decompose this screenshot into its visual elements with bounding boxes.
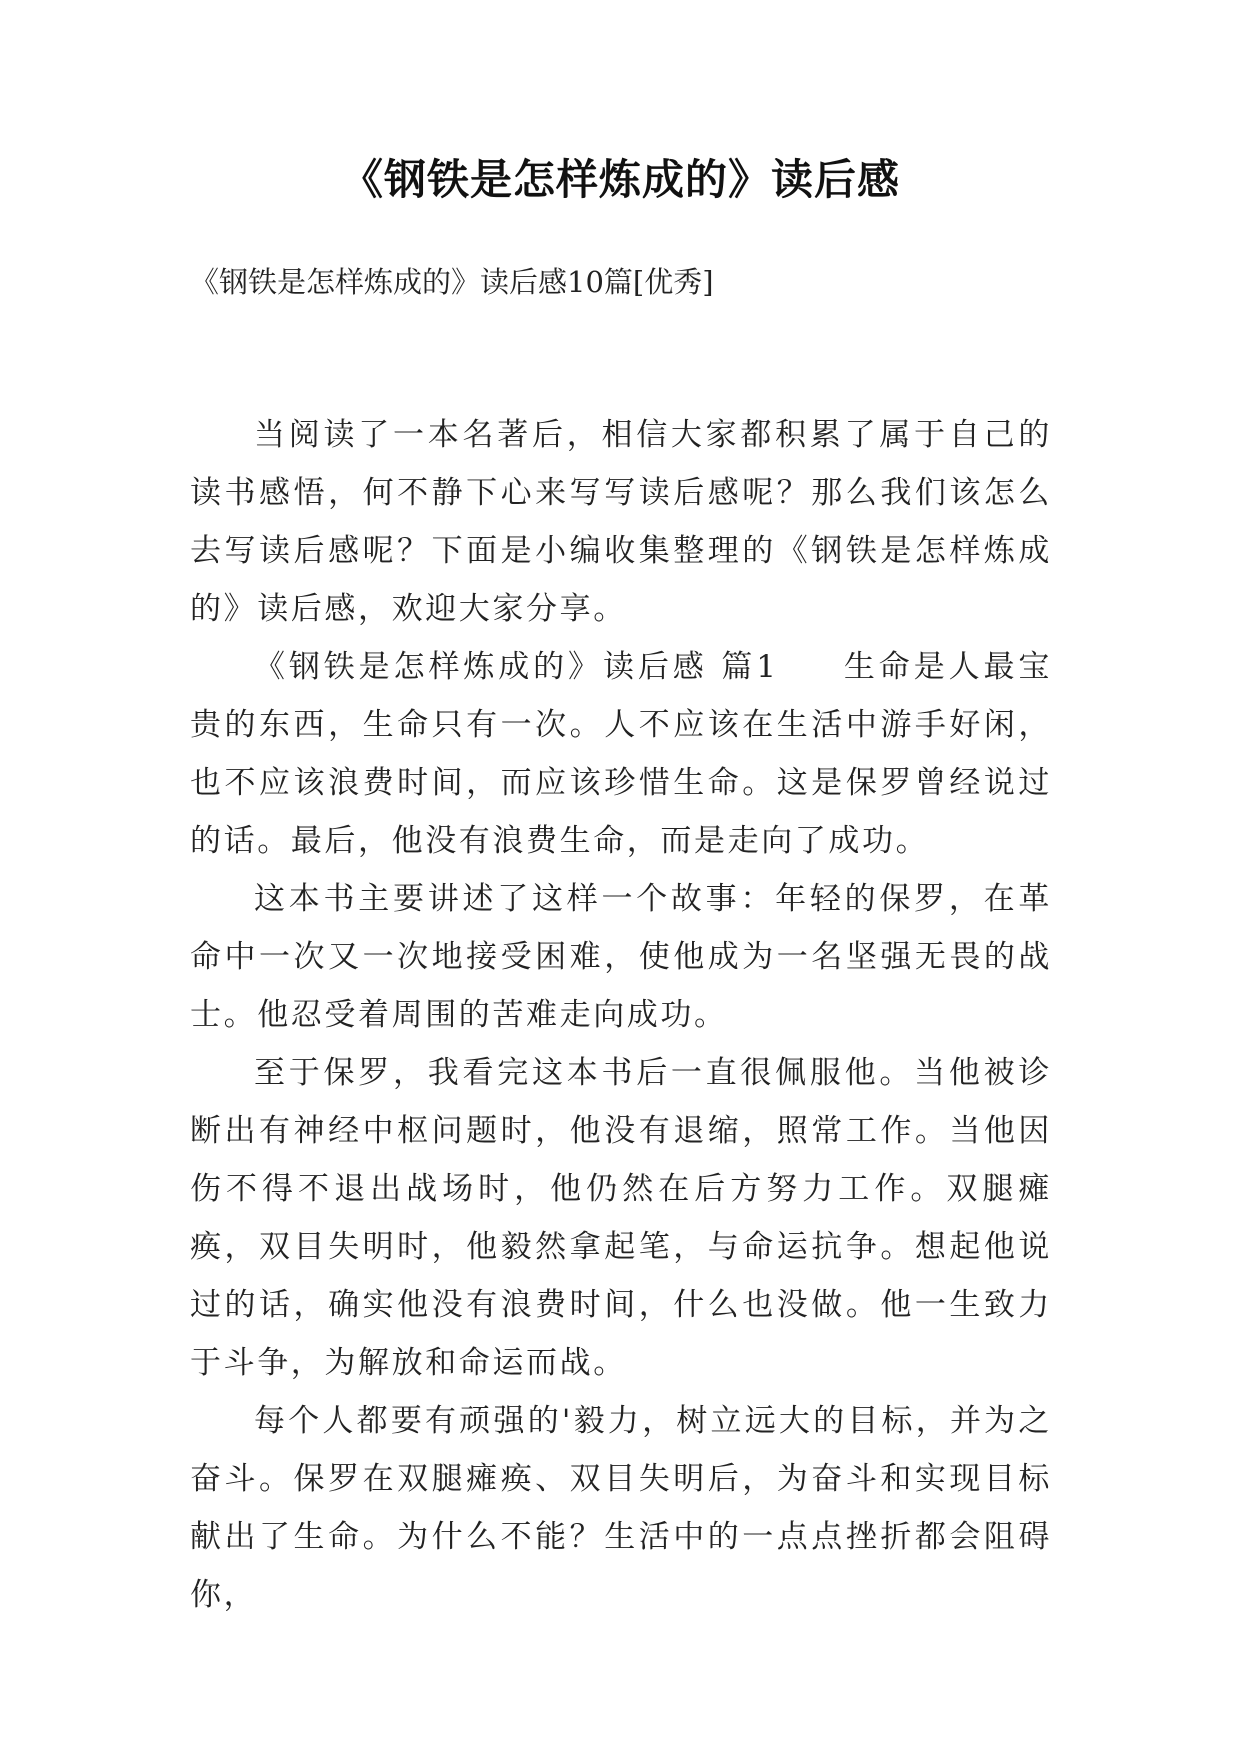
admiration-paragraph: 至于保罗，我看完这本书后一直很佩服他。当他被诊断出有神经中枢问题时，他没有退缩，照常工作。当他因伤不得不退出战场时，他仍然在后方努力工作。双腿瘫痪，双目失明时，他毅然拿起笔，与命运抗争。想起他说过的话，确实他没有浪费时间，什么也没做。他一生致力于斗争，为解放和命运而战。 <box>190 1055 1052 1381</box>
section-1-text: 生命是人最宝贵的东西，生命只有一次。人不应该在生活中游手好闲，也不应该浪费时间，而应该珍惜生命。这是保罗曾经说过的话。最后，他没有浪费生命，而是走向了成功。 <box>190 649 1052 859</box>
intro-paragraph: 当阅读了一本名著后，相信大家都积累了属于自己的读书感悟，何不静下心来写写读后感呢？那么我们该怎么去写读后感呢？下面是小编收集整理的《钢铁是怎样炼成的》读后感，欢迎大家分享。 <box>190 417 1052 627</box>
document-subtitle: 《钢铁是怎样炼成的》读后感10篇[优秀] <box>190 265 714 299</box>
document-title: 《钢铁是怎样炼成的》读后感 <box>340 155 900 204</box>
document-body <box>190 406 1052 1624</box>
story-paragraph: 这本书主要讲述了这样一个故事：年轻的保罗，在革命中一次又一次地接受困难，使他成为一名坚强无畏的战士。他忍受着周围的苦难走向成功。 <box>190 881 1052 1033</box>
section-heading: 《钢铁是怎样炼成的》读后感 篇1 <box>254 649 779 685</box>
perseverance-paragraph: 每个人都要有顽强的'毅力，树立远大的目标，并为之奋斗。保罗在双腿瘫痪、双目失明后，为奋斗和实现目标献出了生命。为什么不能？生活中的一点点挫折都会阻碍你， <box>190 1403 1052 1613</box>
section-1-paragraph <box>190 638 1052 870</box>
